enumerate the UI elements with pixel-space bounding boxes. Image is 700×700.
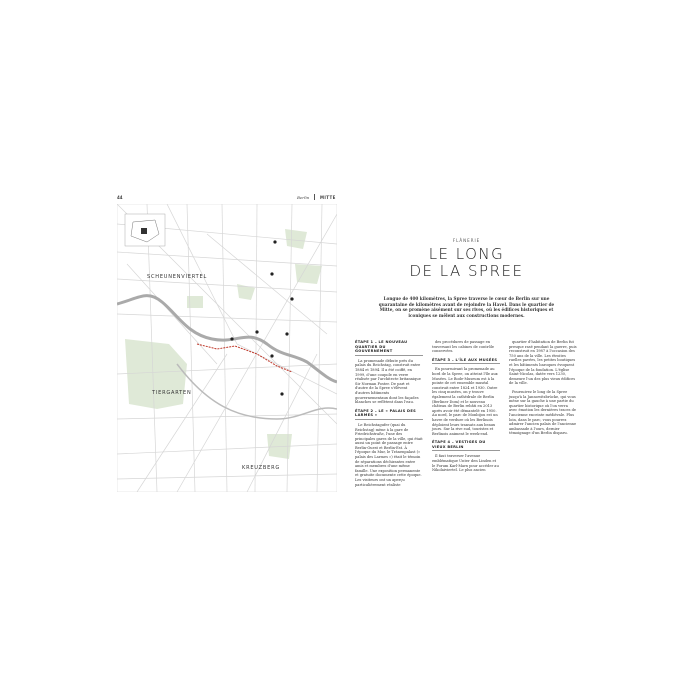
header-divider — [314, 194, 315, 200]
article-page — [350, 192, 583, 506]
district-label-tiergarten: TIERGARTEN — [152, 390, 192, 396]
district-label-scheunenviertel: SCHEUNENVIERTEL — [147, 274, 208, 280]
step-3-title: ÉTAPE 3 – L'ÎLE AUX MUSÉES — [432, 358, 500, 365]
article-intro: Longue de 400 kilomètres, la Spree traverse le cœur de Berlin sur une quarantaine de kilomètres avant de rejoindre la Havel. Dans le quartier de Mitte, on se promène aisément sur ses rives, où les édifices historiques et iconiques se mêlent aux constructions modernes. — [378, 296, 555, 318]
header-city: Berlin — [297, 195, 310, 200]
page-number: 44 — [117, 195, 123, 200]
step-2-title: ÉTAPE 2 – LE « PALAIS DES LARMES » — [355, 409, 423, 420]
title-line-2: DE LA SPREE — [409, 262, 524, 280]
text-column-3 — [509, 340, 577, 440]
text-column-1 — [355, 340, 423, 491]
step-3-text: En poursuivant la promenade au bord de la Spree, on atteint l'île aux Musées. Le Bode-Museum est à la pointe de cet ensemble muséal construit entre 1824 et 1930. Outre les cinq musées, on y trouve également la cathédrale de Berlin (Berliner Dom) et le nouveau château de Berlin rebâti en 2013 après avoir été démantelé en 1950. Au nord, le parc de Monbijou est un havre de verdure où les Berlinois déploient leurs transats aux beaux jours. Sur la rive sud, touristes et Berlinois animent le week-end. — [432, 367, 498, 436]
step-2-text: Le Reichstagufer (quai du Reichstag) mène à la gare de Friedrichstraße, l'une des principales gares de la ville, qui était aussi un point de passage entre Berlin-Ouest et Berlin-Est. À l'époque du Mur, le Tränenpalast (« palais des Larmes ») était le témoin de séparations déchirantes entre amis et membres d'une même famille. Une exposition permanente et gratuite documente cette époque. Les visiteurs ont un aperçu particulièrement réaliste — [355, 422, 423, 487]
step-2-continued: des procédures de passage en traversant les cabines de contrôle conservées. — [432, 340, 495, 354]
step-4-title: ÉTAPE 4 – VESTIGES DU VIEUX BERLIN — [432, 440, 500, 451]
title-line-1: LE LONG — [428, 245, 505, 263]
district-label-kreuzberg: KREUZBERG — [242, 465, 281, 471]
page-header — [117, 192, 350, 204]
header-district: MITTE — [320, 195, 336, 200]
step-1-text: La promenade débute près du palais du Reichstag, construit entre 1884 et 1894. Il a été coiffé, en 1999, d'une coupole en verre réalisée par l'architecte britannique Sir Norman Foster. De part et d'autre de la Spree s'élèvent d'autres bâtiments gouvernementaux dont les façades blanches se reflètent dans l'eau. — [355, 358, 421, 405]
step-5-text: Poursuivez le long de la Spree jusqu'à la Jannowitzbrücke, qui vous mène sur la gauche à une partie du quartier historique où l'on verra avec émotion les dernières traces de l'ancienne enceinte médiévale. Plus loin, dans le parc, vous pourrez admirer l'ancien palais de l'ancienne ambassade à l'ours, dernier témoignage d'un Berlin disparu. — [509, 389, 577, 436]
text-column-2 — [432, 340, 500, 477]
step-4-continued: quartier d'habitation de Berlin fut presque rasé pendant la guerre, puis reconstruit en 1987 à l'occasion des 750 ans de la ville. Les étroites ruelles pavées, les petites boutiques et les bâtiments baroques évoquent l'époque de la fondation. L'église Saint-Nicolas, datée vers 1230, demeure l'un des plus vieux édifices de la ville. — [509, 340, 577, 386]
step-1-title: ÉTAPE 1 – LE NOUVEAU QUARTIER DU GOUVERNEMENT — [355, 340, 423, 356]
article-title — [350, 246, 583, 280]
berlin-map — [117, 204, 337, 492]
article-eyebrow: FLÂNERIE — [452, 238, 481, 243]
park-humboldthain — [285, 229, 307, 249]
step-4-text: Il faut traverser l'avenue emblématique Unter den Linden et le Forum Karl-Marx pour accéder au Nikolaiviertel. Le plus ancien — [432, 454, 499, 473]
